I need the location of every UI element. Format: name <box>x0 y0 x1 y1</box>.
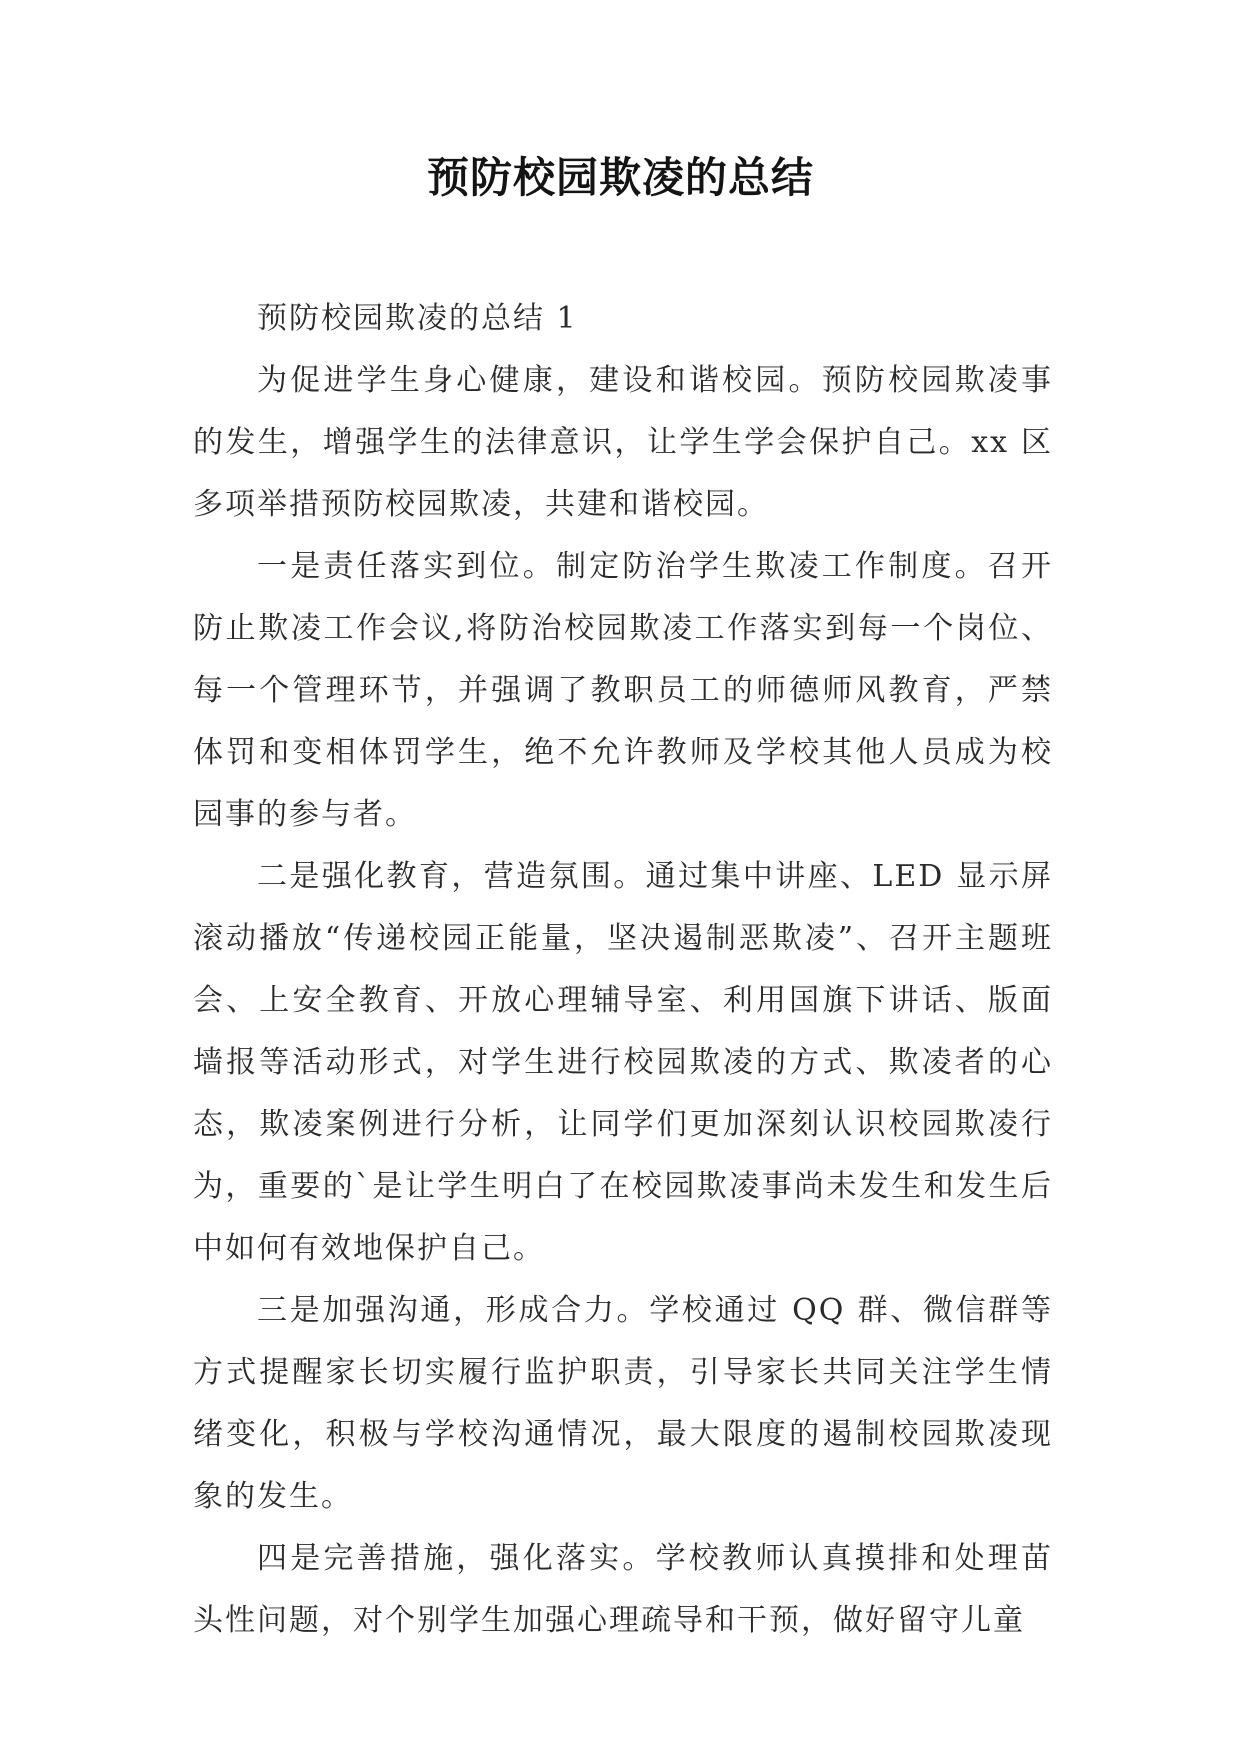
paragraph-communication: 三是加强沟通，形成合力。学校通过 QQ 群、微信群等方式提醒家长切实履行监护职责，引导家长共同关注学生情绪变化，积极与学校沟通情况，最大限度的遏制校园欺凌现象的发生。 <box>193 1293 1053 1514</box>
paragraph-measures: 四是完善措施，强化落实。学校教师认真摸排和处理苗头性问题，对个别学生加强心理疏导和干预，做好留守儿童 <box>193 1541 1053 1638</box>
paragraph-intro: 为促进学生身心健康，建设和谐校园。预防校园欺凌事的发生，增强学生的法律意识，让学生学会保护自己。xx 区多项举措预防校园欺凌，共建和谐校园。 <box>193 363 1053 522</box>
document-title: 预防校园欺凌的总结 <box>426 153 814 202</box>
document-body <box>193 288 1053 1652</box>
paragraph-heading: 预防校园欺凌的总结 1 <box>257 301 578 336</box>
paragraph-responsibility: 一是责任落实到位。制定防治学生欺凌工作制度。召开防止欺凌工作会议,将防治校园欺凌工作落实到每一个岗位、每一个管理环节，并强调了教职员工的师德师风教育，严禁体罚和变相体罚学生，绝不允许教师及学校其他人员成为校园事的参与者。 <box>193 549 1053 832</box>
paragraph-education: 二是强化教育，营造氛围。通过集中讲座、LED 显示屏滚动播放“传递校园正能量，坚决遏制恶欺凌”、召开主题班会、上安全教育、开放心理辅导室、利用国旗下讲话、版面墙报等活动形式，对学生进行校园欺凌的方式、欺凌者的心态，欺凌案例进行分析，让同学们更加深刻认识校园欺凌行为，重要的`是让学生明白了在校园欺凌事尚未发生和发生后中如何有效地保护自己。 <box>193 859 1053 1266</box>
